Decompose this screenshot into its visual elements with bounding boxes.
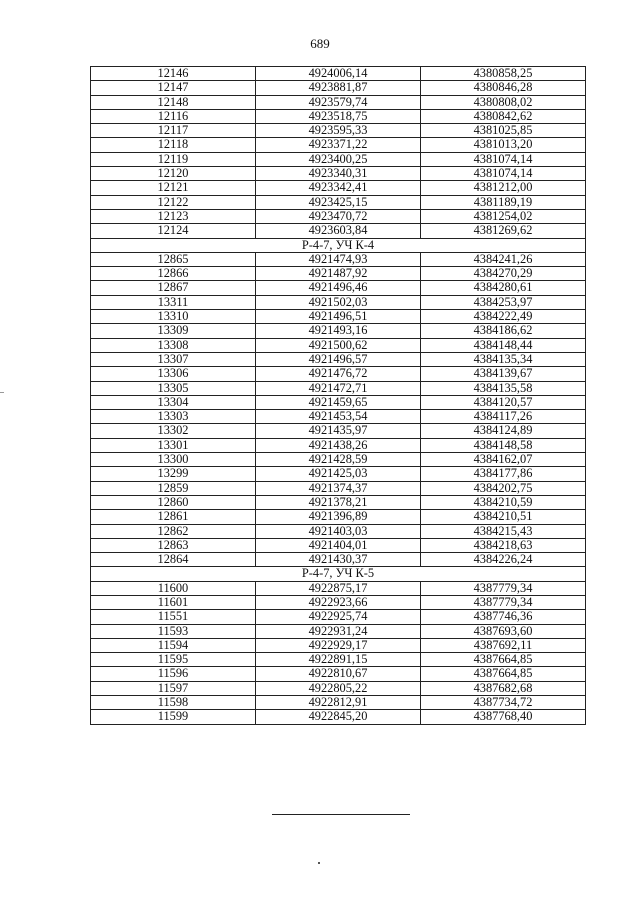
- table-row: [91, 510, 586, 524]
- y-coordinate-cell: 4384218,63: [421, 538, 586, 552]
- point-id-cell: 12863: [91, 538, 256, 552]
- point-id-cell: 13311: [91, 295, 256, 309]
- point-id-cell: 11593: [91, 624, 256, 638]
- point-id-cell: 12122: [91, 195, 256, 209]
- y-coordinate-cell: 4384162,07: [421, 453, 586, 467]
- section-header-row: [91, 567, 586, 581]
- x-coordinate-cell: 4923342,41: [256, 181, 421, 195]
- point-id-cell: 12860: [91, 495, 256, 509]
- point-id-cell: 13305: [91, 381, 256, 395]
- table-row: [91, 667, 586, 681]
- table-row: [91, 495, 586, 509]
- y-coordinate-cell: 4387779,34: [421, 581, 586, 595]
- y-coordinate-cell: 4387779,34: [421, 595, 586, 609]
- footer-rule: [272, 814, 410, 815]
- x-coordinate-cell: 4921496,57: [256, 352, 421, 366]
- table-row: [91, 524, 586, 538]
- table-row: [91, 638, 586, 652]
- point-id-cell: 12146: [91, 67, 256, 81]
- point-id-cell: 12861: [91, 510, 256, 524]
- point-id-cell: 11600: [91, 581, 256, 595]
- y-coordinate-cell: 4381212,00: [421, 181, 586, 195]
- y-coordinate-cell: 4384202,75: [421, 481, 586, 495]
- y-coordinate-cell: 4387664,85: [421, 667, 586, 681]
- table-row: [91, 338, 586, 352]
- point-id-cell: 13299: [91, 467, 256, 481]
- x-coordinate-cell: 4922925,74: [256, 610, 421, 624]
- y-coordinate-cell: 4384210,59: [421, 495, 586, 509]
- table-row: [91, 138, 586, 152]
- table-row: [91, 267, 586, 281]
- y-coordinate-cell: 4384135,58: [421, 381, 586, 395]
- point-id-cell: 11594: [91, 638, 256, 652]
- x-coordinate-cell: 4921428,59: [256, 453, 421, 467]
- point-id-cell: 13307: [91, 352, 256, 366]
- y-coordinate-cell: 4380842,62: [421, 109, 586, 123]
- x-coordinate-cell: 4921500,62: [256, 338, 421, 352]
- point-id-cell: 12120: [91, 167, 256, 181]
- x-coordinate-cell: 4921496,46: [256, 281, 421, 295]
- x-coordinate-cell: 4921430,37: [256, 553, 421, 567]
- x-coordinate-cell: 4923518,75: [256, 109, 421, 123]
- page-number: 689: [310, 36, 330, 51]
- scan-speck: [318, 862, 320, 864]
- point-id-cell: 12124: [91, 224, 256, 238]
- x-coordinate-cell: 4923881,87: [256, 81, 421, 95]
- point-id-cell: 11598: [91, 696, 256, 710]
- table-row: [91, 481, 586, 495]
- table-row: [91, 252, 586, 266]
- table-row: [91, 453, 586, 467]
- y-coordinate-cell: 4384270,29: [421, 267, 586, 281]
- x-coordinate-cell: 4923595,33: [256, 124, 421, 138]
- x-coordinate-cell: 4921474,93: [256, 252, 421, 266]
- table-row: [91, 538, 586, 552]
- point-id-cell: 13309: [91, 324, 256, 338]
- table-row: [91, 381, 586, 395]
- y-coordinate-cell: 4381269,62: [421, 224, 586, 238]
- x-coordinate-cell: 4921425,03: [256, 467, 421, 481]
- table-row: [91, 553, 586, 567]
- point-id-cell: 12148: [91, 95, 256, 109]
- x-coordinate-cell: 4922805,22: [256, 681, 421, 695]
- scan-edge-mark: [0, 392, 4, 393]
- x-coordinate-cell: 4921374,37: [256, 481, 421, 495]
- table-row: [91, 395, 586, 409]
- coordinates-table-body: [91, 67, 586, 725]
- table-row: [91, 467, 586, 481]
- y-coordinate-cell: 4384135,34: [421, 352, 586, 366]
- table-row: [91, 181, 586, 195]
- point-id-cell: 13302: [91, 424, 256, 438]
- point-id-cell: 12866: [91, 267, 256, 281]
- x-coordinate-cell: 4922845,20: [256, 710, 421, 724]
- x-coordinate-cell: 4921459,65: [256, 395, 421, 409]
- point-id-cell: 13310: [91, 310, 256, 324]
- x-coordinate-cell: 4922931,24: [256, 624, 421, 638]
- x-coordinate-cell: 4922929,17: [256, 638, 421, 652]
- x-coordinate-cell: 4921496,51: [256, 310, 421, 324]
- table-row: [91, 281, 586, 295]
- y-coordinate-cell: 4384186,62: [421, 324, 586, 338]
- table-row: [91, 152, 586, 166]
- y-coordinate-cell: 4384210,51: [421, 510, 586, 524]
- section-label: Р-4-7, УЧ К-5: [91, 567, 586, 581]
- point-id-cell: 12121: [91, 181, 256, 195]
- point-id-cell: 12864: [91, 553, 256, 567]
- point-id-cell: 12862: [91, 524, 256, 538]
- y-coordinate-cell: 4384280,61: [421, 281, 586, 295]
- x-coordinate-cell: 4921438,26: [256, 438, 421, 452]
- x-coordinate-cell: 4921396,89: [256, 510, 421, 524]
- x-coordinate-cell: 4921435,97: [256, 424, 421, 438]
- point-id-cell: 12119: [91, 152, 256, 166]
- point-id-cell: 13304: [91, 395, 256, 409]
- table-row: [91, 352, 586, 366]
- point-id-cell: 12867: [91, 281, 256, 295]
- x-coordinate-cell: 4921378,21: [256, 495, 421, 509]
- x-coordinate-cell: 4923371,22: [256, 138, 421, 152]
- y-coordinate-cell: 4387664,85: [421, 653, 586, 667]
- y-coordinate-cell: 4387692,11: [421, 638, 586, 652]
- x-coordinate-cell: 4923579,74: [256, 95, 421, 109]
- y-coordinate-cell: 4387746,36: [421, 610, 586, 624]
- y-coordinate-cell: 4380858,25: [421, 67, 586, 81]
- table-row: [91, 710, 586, 724]
- table-row: [91, 109, 586, 123]
- y-coordinate-cell: 4384226,24: [421, 553, 586, 567]
- y-coordinate-cell: 4384148,58: [421, 438, 586, 452]
- point-id-cell: 12118: [91, 138, 256, 152]
- y-coordinate-cell: 4384177,86: [421, 467, 586, 481]
- table-row: [91, 167, 586, 181]
- point-id-cell: 12123: [91, 209, 256, 223]
- x-coordinate-cell: 4921502,03: [256, 295, 421, 309]
- y-coordinate-cell: 4381025,85: [421, 124, 586, 138]
- y-coordinate-cell: 4384222,49: [421, 310, 586, 324]
- table-row: [91, 653, 586, 667]
- point-id-cell: 12117: [91, 124, 256, 138]
- x-coordinate-cell: 4923400,25: [256, 152, 421, 166]
- point-id-cell: 11596: [91, 667, 256, 681]
- x-coordinate-cell: 4921472,71: [256, 381, 421, 395]
- x-coordinate-cell: 4923340,31: [256, 167, 421, 181]
- x-coordinate-cell: 4921403,03: [256, 524, 421, 538]
- x-coordinate-cell: 4921493,16: [256, 324, 421, 338]
- point-id-cell: 13308: [91, 338, 256, 352]
- table-row: [91, 324, 586, 338]
- table-row: [91, 81, 586, 95]
- x-coordinate-cell: 4921487,92: [256, 267, 421, 281]
- y-coordinate-cell: 4384215,43: [421, 524, 586, 538]
- y-coordinate-cell: 4387682,68: [421, 681, 586, 695]
- point-id-cell: 12859: [91, 481, 256, 495]
- x-coordinate-cell: 4922891,15: [256, 653, 421, 667]
- x-coordinate-cell: 4923470,72: [256, 209, 421, 223]
- y-coordinate-cell: 4387693,60: [421, 624, 586, 638]
- y-coordinate-cell: 4384253,97: [421, 295, 586, 309]
- point-id-cell: 11599: [91, 710, 256, 724]
- table-row: [91, 610, 586, 624]
- x-coordinate-cell: 4921453,54: [256, 410, 421, 424]
- point-id-cell: 11595: [91, 653, 256, 667]
- coordinates-table: [90, 66, 586, 725]
- y-coordinate-cell: 4380846,28: [421, 81, 586, 95]
- table-row: [91, 624, 586, 638]
- table-row: [91, 595, 586, 609]
- point-id-cell: 12116: [91, 109, 256, 123]
- table-row: [91, 295, 586, 309]
- x-coordinate-cell: 4923425,15: [256, 195, 421, 209]
- table-row: [91, 124, 586, 138]
- section-header-row: [91, 238, 586, 252]
- y-coordinate-cell: 4384124,89: [421, 424, 586, 438]
- x-coordinate-cell: 4922923,66: [256, 595, 421, 609]
- y-coordinate-cell: 4384139,67: [421, 367, 586, 381]
- point-id-cell: 13300: [91, 453, 256, 467]
- y-coordinate-cell: 4384117,26: [421, 410, 586, 424]
- table-row: [91, 67, 586, 81]
- point-id-cell: 11601: [91, 595, 256, 609]
- y-coordinate-cell: 4380808,02: [421, 95, 586, 109]
- x-coordinate-cell: 4921476,72: [256, 367, 421, 381]
- y-coordinate-cell: 4384148,44: [421, 338, 586, 352]
- x-coordinate-cell: 4922810,67: [256, 667, 421, 681]
- table-row: [91, 95, 586, 109]
- point-id-cell: 13306: [91, 367, 256, 381]
- x-coordinate-cell: 4921404,01: [256, 538, 421, 552]
- table-row: [91, 410, 586, 424]
- x-coordinate-cell: 4922875,17: [256, 581, 421, 595]
- y-coordinate-cell: 4387734,72: [421, 696, 586, 710]
- table-row: [91, 367, 586, 381]
- table-row: [91, 310, 586, 324]
- point-id-cell: 11551: [91, 610, 256, 624]
- point-id-cell: 11597: [91, 681, 256, 695]
- section-label: Р-4-7, УЧ К-4: [91, 238, 586, 252]
- y-coordinate-cell: 4381254,02: [421, 209, 586, 223]
- table-row: [91, 581, 586, 595]
- table-row: [91, 696, 586, 710]
- point-id-cell: 13301: [91, 438, 256, 452]
- point-id-cell: 12147: [91, 81, 256, 95]
- table-row: [91, 681, 586, 695]
- y-coordinate-cell: 4384241,26: [421, 252, 586, 266]
- x-coordinate-cell: 4924006,14: [256, 67, 421, 81]
- table-row: [91, 424, 586, 438]
- y-coordinate-cell: 4384120,57: [421, 395, 586, 409]
- table-row: [91, 195, 586, 209]
- y-coordinate-cell: 4387768,40: [421, 710, 586, 724]
- point-id-cell: 12865: [91, 252, 256, 266]
- table-row: [91, 438, 586, 452]
- y-coordinate-cell: 4381189,19: [421, 195, 586, 209]
- y-coordinate-cell: 4381074,14: [421, 167, 586, 181]
- table-row: [91, 224, 586, 238]
- y-coordinate-cell: 4381013,20: [421, 138, 586, 152]
- x-coordinate-cell: 4923603,84: [256, 224, 421, 238]
- table-row: [91, 209, 586, 223]
- x-coordinate-cell: 4922812,91: [256, 696, 421, 710]
- y-coordinate-cell: 4381074,14: [421, 152, 586, 166]
- point-id-cell: 13303: [91, 410, 256, 424]
